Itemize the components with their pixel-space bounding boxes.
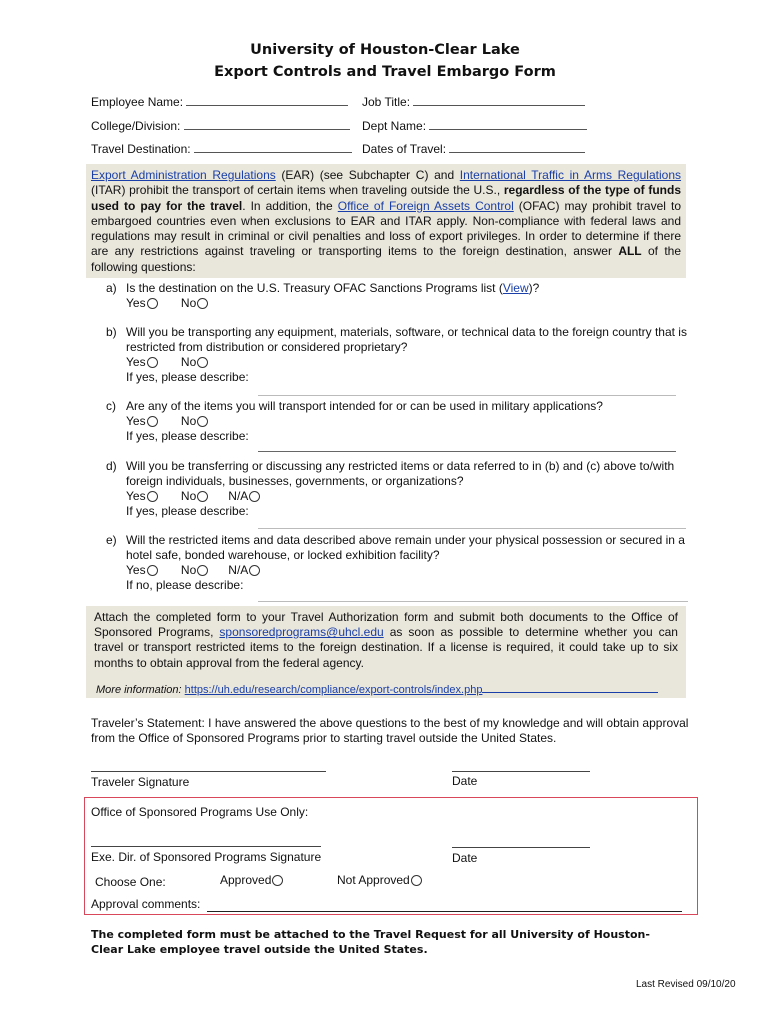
- job-title-line[interactable]: [413, 94, 585, 106]
- option-yes-label: Yes: [126, 489, 146, 503]
- question-d-label: d): [106, 459, 117, 473]
- question-a-yes-radio[interactable]: [147, 298, 158, 309]
- intro-text-1: (EAR) (see Subchapter C) and: [275, 168, 460, 182]
- question-e-yes-radio[interactable]: [147, 565, 158, 576]
- question-c-yes-radio[interactable]: [147, 416, 158, 427]
- question-a-text-end: )?: [528, 281, 540, 295]
- question-a: [106, 281, 696, 311]
- not-approved-option[interactable]: [337, 873, 422, 887]
- question-d-describe-line[interactable]: [258, 528, 686, 529]
- college-division-field[interactable]: [91, 118, 350, 133]
- approval-comments-label: Approval comments:: [91, 897, 201, 911]
- question-b-no-radio[interactable]: [197, 357, 208, 368]
- question-c-no-radio[interactable]: [197, 416, 208, 427]
- employee-name-label: Employee Name:: [91, 95, 184, 109]
- option-yes-label: Yes: [126, 414, 146, 428]
- traveler-date-line[interactable]: [452, 771, 590, 772]
- traveler-statement: Traveler’s Statement: I have answered the above questions to the best of my knowledge and will obtain approval from the Office of Sponsored Programs prior to starting travel outside the United States.: [91, 716, 689, 745]
- question-b-describe: If yes, please describe:: [126, 370, 249, 384]
- question-e-describe: If no, please describe:: [126, 578, 244, 592]
- question-a-text: Is the destination on the U.S. Treasury OFAC Sanctions Programs list (: [126, 281, 503, 295]
- view-link[interactable]: View: [502, 281, 529, 295]
- ofac-link[interactable]: Office of Foreign Assets Control: [337, 198, 514, 213]
- travel-destination-label: Travel Destination:: [91, 142, 191, 156]
- dept-name-line[interactable]: [429, 118, 587, 130]
- approved-option[interactable]: [220, 873, 283, 887]
- employee-name-line[interactable]: [186, 94, 348, 106]
- attach-box: [86, 606, 686, 698]
- footer-note: The completed form must be attached to the Travel Request for all University of Houston-Clear Lake employee travel outside the United States.: [91, 928, 650, 956]
- intro-bold-funds: regardless of the type of funds used to pay for the travel: [91, 183, 681, 213]
- option-na-label: N/A: [228, 563, 249, 577]
- approval-comments-line[interactable]: [207, 911, 682, 912]
- intro-text-4: (OFAC) may prohibit travel to embargoed countries even when exclusions to EAR and ITAR apply. Non-compliance with federal laws and regulations may result in criminal or civil penalties and loss of export privileges. In order to determine if there are any restrictions against traveling or transporting items to the foreign destination, answer: [91, 198, 681, 259]
- option-no-label: No: [180, 489, 197, 503]
- college-division-label: College/Division:: [91, 119, 181, 133]
- option-no-label: No: [180, 414, 197, 428]
- employee-name-field[interactable]: [91, 94, 348, 109]
- intro-paragraph: [86, 164, 686, 279]
- more-information-underline: [482, 692, 658, 693]
- job-title-label: Job Title:: [362, 95, 411, 109]
- question-c: [106, 399, 696, 444]
- dept-name-label: Dept Name:: [362, 119, 427, 133]
- approved-radio[interactable]: [272, 875, 283, 886]
- intro-text-3: . In addition, the: [242, 198, 338, 213]
- travel-destination-line[interactable]: [194, 141, 352, 153]
- not-approved-radio[interactable]: [411, 875, 422, 886]
- question-d-text: Will you be transferring or discussing any restricted items or data referred to in (b) and (c) above to/with foreign individuals, businesses, governments, or organizations?: [126, 459, 675, 488]
- option-na-label: N/A: [228, 489, 249, 503]
- question-b-yes-radio[interactable]: [147, 357, 158, 368]
- dept-name-field[interactable]: [362, 118, 587, 133]
- question-c-describe-line[interactable]: [258, 451, 676, 452]
- question-e-text: Will the restricted items and data described above remain under your physical possession or secured in a hotel safe, bonded warehouse, or locked exhibition facility?: [126, 533, 685, 562]
- intro-text-2: (ITAR) prohibit the transport of certain items when traveling outside the U.S.,: [91, 183, 504, 198]
- traveler-signature-line[interactable]: [91, 771, 326, 772]
- job-title-field[interactable]: [362, 94, 585, 109]
- question-e: [106, 533, 696, 593]
- more-information: [96, 684, 658, 696]
- option-no-label: No: [180, 296, 197, 310]
- osp-date-line[interactable]: [452, 847, 590, 848]
- approved-label: Approved: [220, 873, 272, 887]
- last-revised: Last Revised 09/10/20: [636, 979, 736, 990]
- question-b-text: Will you be transporting any equipment, materials, software, or technical data to the foreign country that is restricted from distribution or considered proprietary?: [126, 325, 687, 354]
- travel-destination-field[interactable]: [91, 141, 352, 156]
- intro-box: [86, 164, 686, 278]
- option-yes-label: Yes: [126, 563, 146, 577]
- question-e-na-radio[interactable]: [249, 565, 260, 576]
- question-b-label: b): [106, 325, 117, 339]
- question-c-label: c): [106, 399, 116, 413]
- attach-paragraph: [86, 606, 686, 675]
- question-c-describe: If yes, please describe:: [126, 429, 249, 443]
- question-d-describe: If yes, please describe:: [126, 504, 249, 518]
- itar-link[interactable]: International Traffic in Arms Regulations: [459, 168, 681, 182]
- form-title-line1: University of Houston-Clear Lake: [250, 42, 520, 58]
- question-e-label: e): [106, 533, 117, 547]
- dates-of-travel-label: Dates of Travel:: [362, 142, 447, 156]
- traveler-signature-label: Traveler Signature: [91, 775, 190, 789]
- osp-heading: Office of Sponsored Programs Use Only:: [91, 805, 309, 819]
- traveler-date-label: Date: [452, 774, 478, 788]
- dates-of-travel-field[interactable]: [362, 141, 585, 156]
- intro-bold-all: ALL: [618, 244, 642, 259]
- question-b: [106, 325, 696, 385]
- attach-text-2: as soon as possible to determine whether you can travel or transport restricted items to the foreign destination. If a license is required, it could take up to six months to obtain approval from the federal agency.: [94, 625, 678, 670]
- sponsored-programs-email-link[interactable]: sponsoredprograms@uhcl.edu: [219, 625, 384, 640]
- question-a-label: a): [106, 281, 117, 295]
- question-b-describe-line[interactable]: [258, 395, 676, 396]
- college-division-line[interactable]: [184, 118, 350, 130]
- not-approved-label: Not Approved: [337, 873, 410, 887]
- osp-date-label: Date: [452, 851, 478, 865]
- option-yes-label: Yes: [126, 296, 146, 310]
- question-d-na-radio[interactable]: [249, 491, 260, 502]
- question-e-describe-line[interactable]: [258, 601, 688, 602]
- form-title-line2: Export Controls and Travel Embargo Form: [214, 64, 556, 80]
- option-no-label: No: [180, 563, 197, 577]
- more-information-label: More information:: [96, 684, 182, 696]
- question-e-no-radio[interactable]: [197, 565, 208, 576]
- question-d: [106, 459, 696, 519]
- question-d-yes-radio[interactable]: [147, 491, 158, 502]
- question-d-no-radio[interactable]: [197, 491, 208, 502]
- dates-of-travel-line[interactable]: [449, 141, 585, 153]
- option-yes-label: Yes: [126, 355, 146, 369]
- osp-signature-label: Exe. Dir. of Sponsored Programs Signature: [91, 850, 322, 864]
- choose-one-label: Choose One:: [95, 875, 166, 889]
- osp-signature-line[interactable]: [91, 846, 321, 847]
- attach-text-1: Attach the completed form to your Travel Authorization form and submit both documents to the Office of Sponsored Programs,: [94, 610, 678, 640]
- option-no-label: No: [180, 355, 197, 369]
- question-c-text: Are any of the items you will transport intended for or can be used in military applications?: [126, 399, 603, 413]
- more-information-link[interactable]: https://uh.edu/research/compliance/export-controls/index.php: [184, 684, 483, 696]
- ear-link[interactable]: Export Administration Regulations: [91, 168, 276, 182]
- question-a-no-radio[interactable]: [197, 298, 208, 309]
- intro-text-5: of the following questions:: [91, 244, 682, 274]
